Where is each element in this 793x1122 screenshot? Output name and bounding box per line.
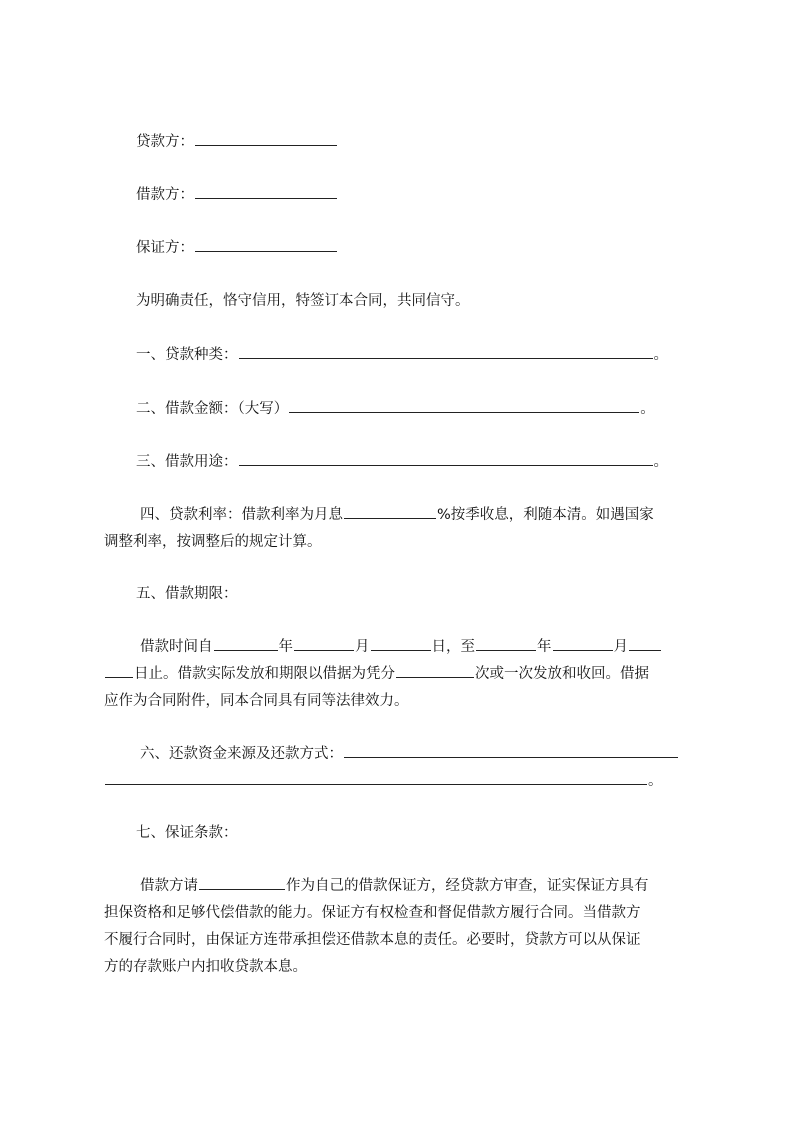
lender-label: 贷款方：: [136, 134, 194, 150]
clause-7-after: 作为自己的借款保证方，经贷款方审查，证实保证方具有: [286, 878, 649, 894]
loan-type-blank[interactable]: [239, 344, 653, 359]
start-day-blank[interactable]: [371, 636, 431, 651]
end-day-blank-part2[interactable]: [105, 663, 133, 678]
clause-5-line-2: [104, 661, 702, 688]
clause-2-label: 二、借款金额：（大写）: [136, 401, 289, 417]
clause-4-line-1: [104, 502, 702, 529]
guarantor-line: [136, 237, 338, 258]
borrower-line: [136, 184, 338, 205]
end-month-blank[interactable]: [553, 636, 613, 651]
clause-3-period: 。: [653, 454, 668, 470]
year-label-2: 年: [537, 639, 552, 655]
clause-1-label: 一、贷款种类：: [136, 347, 238, 363]
installments-blank[interactable]: [396, 663, 474, 678]
day-label-1: 日，至: [431, 639, 475, 655]
purpose-blank[interactable]: [239, 451, 653, 466]
year-label-1: 年: [278, 639, 293, 655]
clause-7-line-4: 方的存款账户内扣收贷款本息。: [104, 959, 307, 975]
clause-7-line-1: [104, 873, 702, 900]
preamble: 为明确责任，恪守信用，特签订本合同，共同信守。: [136, 293, 470, 309]
clause-7-heading: 七、保证条款：: [136, 825, 238, 841]
repayment-blank-1[interactable]: [344, 743, 678, 758]
guarantor-blank[interactable]: [195, 237, 337, 252]
repayment-blank-2[interactable]: [105, 770, 647, 785]
clause-6-label: 六、还款资金来源及还款方式：: [140, 746, 343, 762]
clause-7-start: 借款方请: [140, 878, 198, 894]
guarantor-name-blank[interactable]: [199, 875, 285, 890]
clause-2-period: 。: [640, 401, 655, 417]
clause-3-purpose: [136, 451, 668, 472]
borrower-blank[interactable]: [195, 184, 337, 199]
clause-5-body: [104, 634, 702, 715]
clause-5-line-1: [104, 634, 702, 661]
clause-4-after: %按季收息，利随本清。如遇国家: [437, 507, 654, 523]
end-year-blank[interactable]: [476, 636, 536, 651]
lender-blank[interactable]: [195, 131, 337, 146]
start-month-blank[interactable]: [294, 636, 354, 651]
clause-6-line-1: [104, 741, 702, 768]
month-label-1: 月: [355, 639, 370, 655]
clause-2-amount: [136, 398, 655, 419]
month-label-2: 月: [613, 639, 628, 655]
clause-5-line-2-text: 日止。借款实际发放和期限以借据为凭分: [134, 666, 395, 682]
clause-4-line-2: 调整利率，按调整后的规定计算。: [104, 534, 322, 550]
interest-rate-blank[interactable]: [344, 504, 436, 519]
lender-line: [136, 131, 338, 152]
clause-6-line-2: [104, 768, 702, 795]
clause-1-loan-type: [136, 344, 668, 365]
clause-6-repayment: [104, 741, 702, 795]
clause-1-period: 。: [653, 347, 668, 363]
end-day-blank-part1[interactable]: [629, 636, 661, 651]
start-year-blank[interactable]: [214, 636, 278, 651]
clause-4-label: 四、贷款利率：借款利率为月息: [140, 507, 343, 523]
clause-5-line-3: 应作为合同附件，同本合同具有同等法律效力。: [104, 693, 409, 709]
clause-7-body: [104, 873, 702, 981]
clause-3-label: 三、借款用途：: [136, 454, 238, 470]
borrower-label: 借款方：: [136, 187, 194, 203]
guarantor-label: 保证方：: [136, 240, 194, 256]
clause-5-start: 借款时间自: [140, 639, 213, 655]
clause-4-interest: [104, 502, 702, 556]
clause-5-line-2-end: 次或一次发放和收回。借据: [475, 666, 649, 682]
clause-6-period: 。: [648, 773, 663, 789]
clause-7-line-3: 不履行合同时，由保证方连带承担偿还借款本息的责任。必要时，贷款方可以从保证: [104, 932, 641, 948]
clause-7-line-2: 担保资格和足够代偿借款的能力。保证方有权检查和督促借款方履行合同。当借款方: [104, 905, 641, 921]
clause-5-heading: 五、借款期限：: [136, 586, 238, 602]
amount-blank[interactable]: [289, 398, 639, 413]
